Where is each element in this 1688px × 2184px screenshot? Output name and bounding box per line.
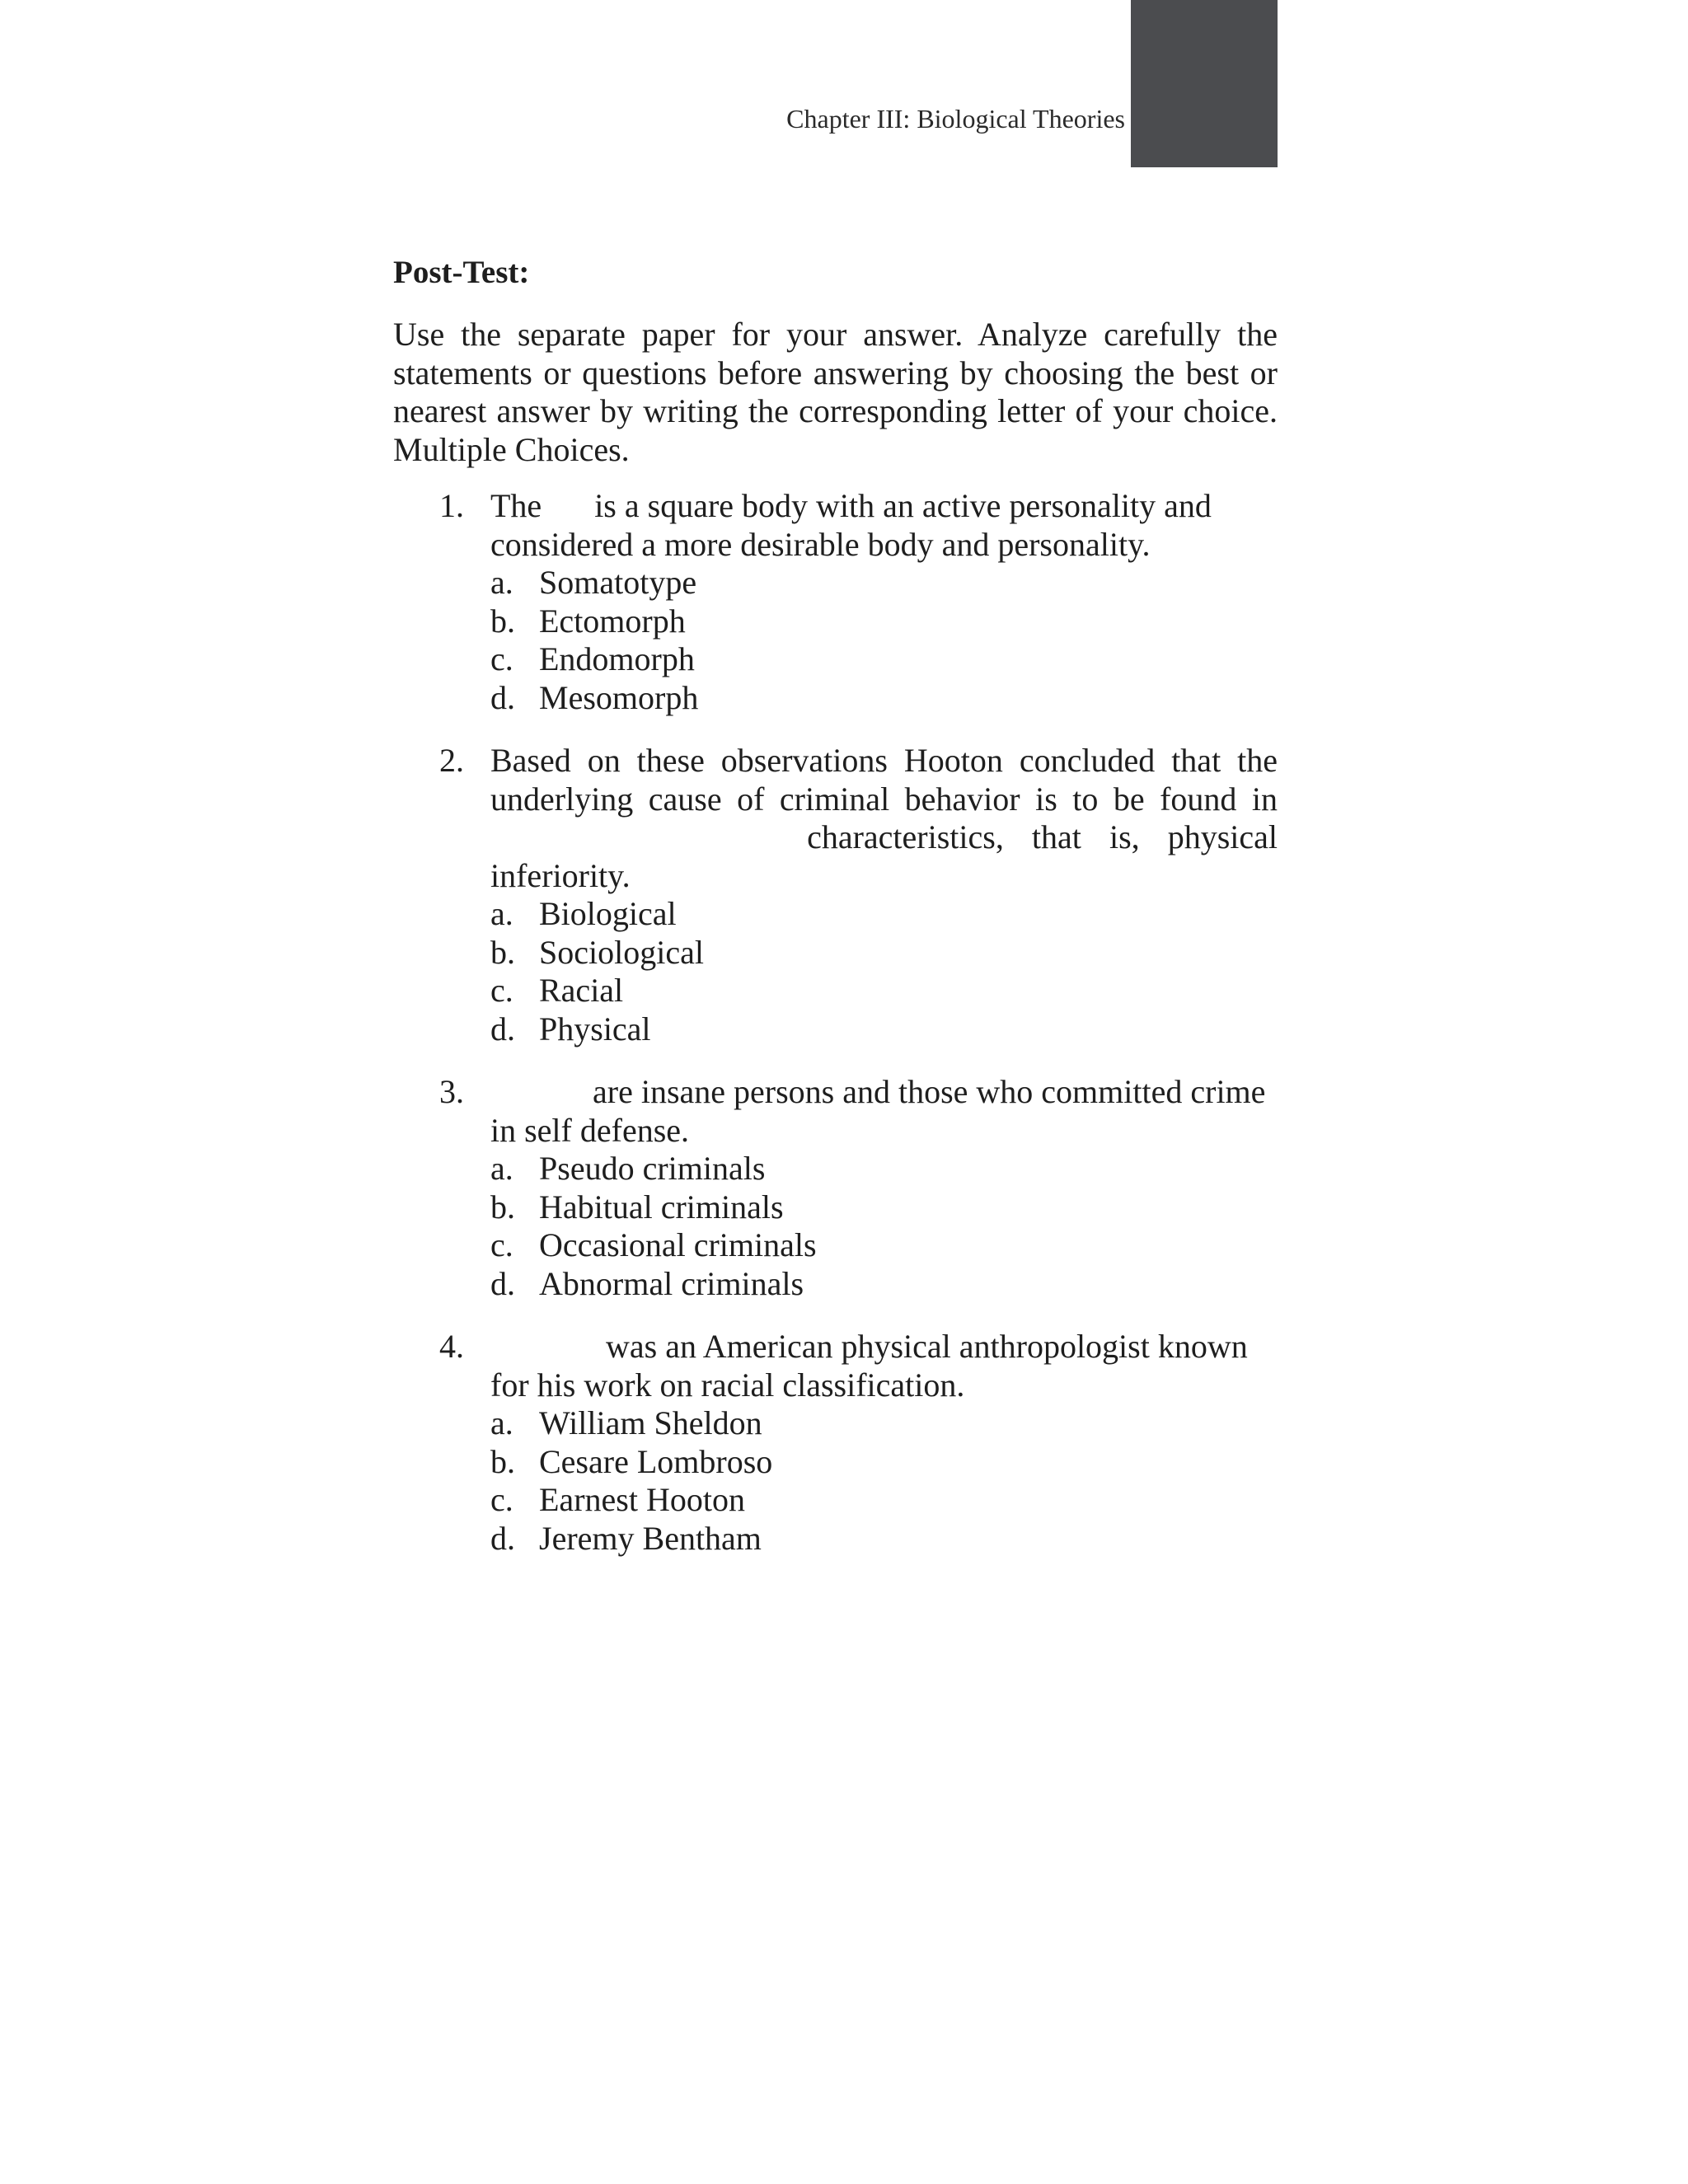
option-letter: d.: [490, 1010, 515, 1047]
option-d: [490, 679, 1278, 718]
option-letter: d.: [490, 1264, 515, 1302]
question-list: [393, 487, 1278, 1558]
option-a: [490, 564, 1278, 602]
option-b: [490, 1443, 1278, 1482]
question-3: [393, 1073, 1278, 1303]
option-letter: c.: [490, 1481, 513, 1518]
option-letter: b.: [490, 1188, 515, 1226]
chapter-header: Chapter III: Biological Theories: [786, 104, 1125, 134]
answer-options: [490, 895, 1278, 1048]
option-c: [490, 1481, 1278, 1520]
option-text: Habitual criminals: [539, 1188, 784, 1226]
question-number: 3.: [439, 1073, 464, 1110]
question-text-after-blank: was an American physical anthropologist known for his work on racial classification.: [490, 1328, 1248, 1404]
option-d: [490, 1520, 1278, 1558]
option-c: [490, 640, 1278, 679]
option-letter: c.: [490, 972, 513, 1009]
option-c: [490, 972, 1278, 1010]
option-letter: d.: [490, 678, 515, 716]
question-text-after-blank: are insane persons and those who committed crime in self defense.: [490, 1073, 1266, 1149]
option-text: Racial: [539, 972, 624, 1009]
option-text: Somatotype: [539, 564, 697, 601]
question-text-before-blank: Based on these observations Hooton concluded that the underlying cause of criminal behavior is to be found in: [490, 742, 1278, 818]
post-test-instructions: Use the separate paper for your answer. Analyze carefully the statements or questions before answering by choosing the best or nearest answer by writing the corresponding letter of your choice. Multiple Choices.: [393, 316, 1278, 468]
question-text-before-blank: The: [490, 487, 542, 524]
option-text: Mesomorph: [539, 678, 699, 716]
option-text: Jeremy Bentham: [539, 1519, 762, 1557]
option-d: [490, 1010, 1278, 1049]
answer-options: [490, 1150, 1278, 1303]
question-text-after-blank: characteristics, that is, physical inferiority.: [490, 818, 1278, 894]
question-4: [393, 1328, 1278, 1558]
option-d: [490, 1265, 1278, 1304]
option-text: Earnest Hooton: [539, 1481, 745, 1518]
option-text: Cesare Lombroso: [539, 1442, 773, 1480]
option-b: [490, 602, 1278, 641]
question-text: [490, 487, 1278, 564]
answer-options: [490, 1404, 1278, 1558]
question-number: 4.: [439, 1328, 464, 1365]
option-letter: d.: [490, 1519, 515, 1557]
option-text: Biological: [539, 895, 677, 932]
option-letter: b.: [490, 602, 515, 640]
question-1: [393, 487, 1278, 717]
option-text: Sociological: [539, 933, 704, 971]
option-a: [490, 1404, 1278, 1443]
option-text: William Sheldon: [539, 1404, 762, 1441]
question-number: 1.: [439, 487, 464, 524]
option-text: Abnormal criminals: [539, 1264, 804, 1302]
option-text: Endomorph: [539, 640, 695, 677]
option-b: [490, 1188, 1278, 1227]
option-c: [490, 1226, 1278, 1265]
option-letter: c.: [490, 640, 513, 677]
option-letter: c.: [490, 1226, 513, 1263]
option-a: [490, 1150, 1278, 1188]
post-test-title: Post-Test:: [393, 255, 530, 290]
option-letter: a.: [490, 564, 513, 601]
option-letter: b.: [490, 933, 515, 971]
option-b: [490, 934, 1278, 972]
question-number: 2.: [439, 742, 464, 779]
question-text: [490, 1328, 1278, 1404]
question-text: [490, 742, 1278, 895]
question-text: [490, 1073, 1278, 1150]
question-text-after-blank: is a square body with an active personality and considered a more desirable body and personality.: [490, 487, 1212, 563]
option-letter: a.: [490, 1404, 513, 1441]
option-text: Physical: [539, 1010, 651, 1047]
option-letter: a.: [490, 1150, 513, 1187]
option-a: [490, 895, 1278, 934]
answer-options: [490, 564, 1278, 717]
chapter-tab-block: [1131, 0, 1278, 167]
post-test-section: [393, 251, 1278, 1582]
option-text: Occasional criminals: [539, 1226, 817, 1263]
question-2: [393, 742, 1278, 1048]
option-letter: b.: [490, 1442, 515, 1480]
option-text: Ectomorph: [539, 602, 686, 640]
option-letter: a.: [490, 895, 513, 932]
option-text: Pseudo criminals: [539, 1150, 766, 1187]
